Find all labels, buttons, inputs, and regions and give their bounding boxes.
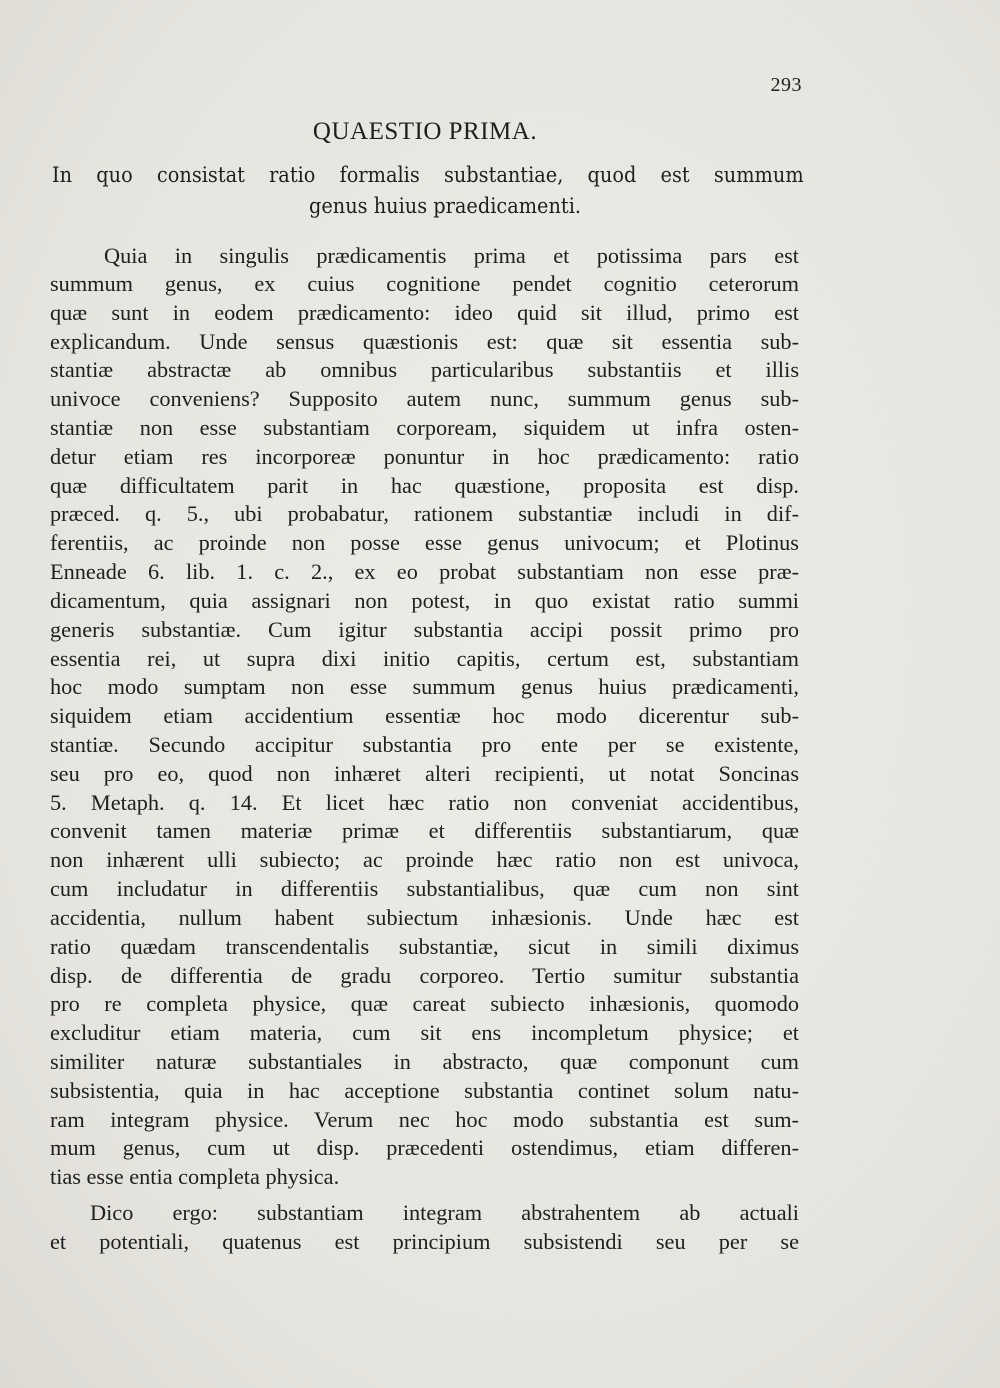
text-line: seu pro eo, quod non inhæret alteri recipienti, ut notat Soncinas xyxy=(50,761,799,786)
text-line: subsistentia, quia in hac acceptione substantia continet solum natu- xyxy=(50,1078,799,1103)
text-line: quæ sunt in eodem prædicamento: ideo quid sit illud, primo est xyxy=(50,300,799,325)
text-line: et potentiali, quatenus est principium subsistendi seu per se xyxy=(50,1229,799,1254)
text-line: Quia in singulis prædicamentis prima et potissima pars est xyxy=(104,243,799,268)
text-line: præced. q. 5., ubi probabatur, rationem substantiæ includi in dif- xyxy=(50,501,799,526)
text-line: hoc modo sumptam non esse summum genus huius prædicamenti, xyxy=(50,674,799,699)
text-line: disp. de differentia de gradu corporeo. Tertio sumitur substantia xyxy=(50,963,799,988)
text-line: similiter naturæ substantiales in abstracto, quæ componunt cum xyxy=(50,1049,799,1074)
text-line: ram integram physice. Verum nec hoc modo substantia est sum- xyxy=(50,1107,799,1132)
text-line: 5. Metaph. q. 14. Et licet hæc ratio non conveniat accidentibus, xyxy=(50,790,799,815)
text-line: generis substantiæ. Cum igitur substantia accipi possit primo pro xyxy=(50,617,799,642)
text-line: univoce conveniens? Supposito autem nunc, summum genus sub- xyxy=(50,386,799,411)
text-line: ratio quædam transcendentalis substantiæ, sicut in simili diximus xyxy=(50,934,799,959)
text-line: siquidem etiam accidentium essentiæ hoc modo dicerentur sub- xyxy=(50,703,799,728)
question-heading-line: In quo consistat ratio formalis substantiae, quod est summum xyxy=(52,163,804,187)
text-line: pro re completa physice, quæ careat subiecto inhæsionis, quomodo xyxy=(50,991,799,1016)
text-line: stantiæ abstractæ ab omnibus particularibus substantiis et illis xyxy=(50,357,799,382)
text-line: cum includatur in differentiis substantialibus, quæ cum non sint xyxy=(50,876,799,901)
text-line: Dico ergo: substantiam integram abstrahentem ab actuali xyxy=(90,1200,799,1225)
text-line: stantiæ non esse substantiam corpoream, siquidem ut infra osten- xyxy=(50,415,799,440)
text-line: ferentiis, ac proinde non posse esse genus univocum; et Plotinus xyxy=(50,530,799,555)
text-line: summum genus, ex cuius cognitione pendet cognitio ceterorum xyxy=(50,271,799,296)
text-line: essentia rei, ut supra dixi initio capitis, certum est, substantiam xyxy=(50,646,799,671)
text-line: dicamentum, quia assignari non potest, in quo existat ratio summi xyxy=(50,588,799,613)
question-title: QUAESTIO PRIMA. xyxy=(312,118,538,145)
text-line: explicandum. Unde sensus quæstionis est: quæ sit essentia sub- xyxy=(50,329,799,354)
text-line: convenit tamen materiæ primæ et differentiis substantiarum, quæ xyxy=(50,818,799,843)
text-line: Enneade 6. lib. 1. c. 2., ex eo probat substantiam non esse præ- xyxy=(50,559,799,584)
text-line: tias esse entia completa physica. xyxy=(50,1164,340,1189)
text-line: quæ difficultatem parit in hac quæstione, proposita est disp. xyxy=(50,473,799,498)
text-line: non inhærent ulli subiecto; ac proinde hæc ratio non est univoca, xyxy=(50,847,799,872)
text-line: detur etiam res incorporeæ ponuntur in hoc prædicamento: ratio xyxy=(50,444,799,469)
page-number: 293 xyxy=(770,74,802,96)
text-line: excluditur etiam materia, cum sit ens incompletum physice; et xyxy=(50,1020,799,1045)
text-line: mum genus, cum ut disp. præcedenti ostendimus, etiam differen- xyxy=(50,1135,799,1160)
text-line: accidentia, nullum habent subiectum inhæsionis. Unde hæc est xyxy=(50,905,799,930)
question-heading-line: genus huius praedicamenti. xyxy=(308,194,582,218)
text-line: stantiæ. Secundo accipitur substantia pro ente per se existente, xyxy=(50,732,799,757)
